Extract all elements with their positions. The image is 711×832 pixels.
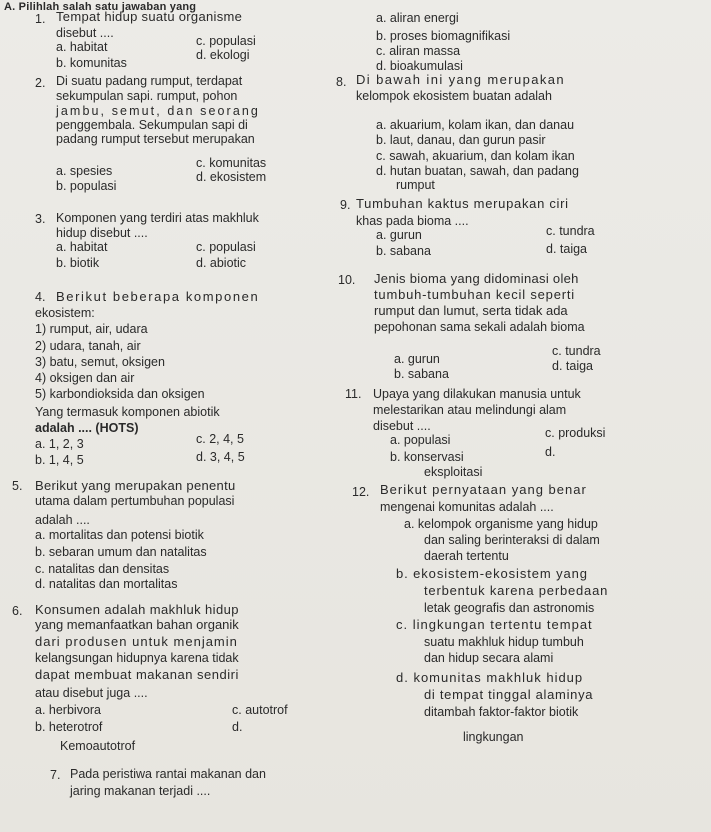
q4-option-c: c. 2, 4, 5: [196, 432, 244, 446]
q6-option-a: a. herbivora: [35, 703, 102, 717]
q7-stem-line-2: jaring makanan terjadi ....: [70, 784, 211, 798]
q11-option-a: a. populasi: [390, 433, 451, 447]
q9-option-d: d. taiga: [546, 242, 588, 256]
q8-option-d: d. hutan buatan, sawah, dan padang: [376, 164, 579, 178]
q5-number: 5.: [12, 479, 23, 493]
q9-stem-line-1: Tumbuhan kaktus merupakan ciri: [356, 196, 569, 211]
q2-option-b: b. populasi: [56, 179, 117, 193]
q12-stem-line-2: mengenai komunitas adalah ....: [380, 500, 554, 514]
q1-number: 1.: [35, 12, 46, 26]
q10-number: 10.: [338, 273, 356, 287]
q6-stem-line-1: Konsumen adalah makhluk hidup: [35, 602, 239, 617]
q11-stem-line-3: disebut ....: [373, 419, 431, 433]
q10-option-a: a. gurun: [394, 352, 440, 366]
q4-option-a: a. 1, 2, 3: [35, 437, 84, 451]
q6-option-b: b. heterotrof: [35, 720, 103, 734]
q2-option-a: a. spesies: [56, 164, 113, 178]
q11-stem-line-1: Upaya yang dilakukan manusia untuk: [373, 387, 581, 401]
q5-stem-line-2: utama dalam pertumbuhan populasi: [35, 494, 235, 508]
q7-stem-line-1: Pada peristiwa rantai makanan dan: [70, 767, 266, 781]
q4-option-d: d. 3, 4, 5: [196, 450, 245, 464]
q3-option-b: b. biotik: [56, 256, 100, 270]
q2-stem-line-2: sekumpulan sapi. rumput, pohon: [56, 89, 238, 103]
q4-stem-line-2: ekosistem:: [35, 306, 95, 320]
q4-stem-line-3: Yang termasuk komponen abiotik: [35, 405, 220, 419]
q3-number: 3.: [35, 212, 46, 226]
prev-option-d: d. bioakumulasi: [376, 59, 463, 73]
q8-option-b: b. laut, danau, dan gurun pasir: [376, 133, 546, 147]
q2-option-d: d. ekosistem: [196, 170, 267, 184]
q5-stem-line-3: adalah ....: [35, 513, 90, 527]
q8-option-a: a. akuarium, kolam ikan, dan danau: [376, 118, 575, 132]
q1-option-c: c. populasi: [196, 34, 256, 48]
q12-stem-line-1: Berikut pernyataan yang benar: [380, 482, 587, 497]
q3-option-c: c. populasi: [196, 240, 256, 254]
q9-option-b: b. sabana: [376, 244, 431, 258]
q9-number: 9.: [340, 198, 351, 212]
q1-option-b: b. komunitas: [56, 56, 127, 70]
q11-number: 11.: [345, 387, 362, 401]
q7-number: 7.: [50, 768, 61, 782]
q5-option-c: c. natalitas dan densitas: [35, 562, 170, 576]
q4-item-1: 1) rumput, air, udara: [35, 322, 148, 336]
q4-item-2: 2) udara, tanah, air: [35, 339, 141, 353]
q1-stem-line-2: disebut ....: [56, 26, 114, 40]
q8-option-c: c. sawah, akuarium, dan kolam ikan: [376, 149, 575, 163]
section-header: A. Pilihlah salah satu jawaban yang: [4, 1, 197, 13]
prev-option-b: b. proses biomagnifikasi: [376, 29, 511, 43]
q8-stem-line-1: Di bawah ini yang merupakan: [356, 72, 566, 87]
q2-stem-line-4: penggembala. Sekumpulan sapi di: [56, 118, 248, 132]
q12-option-d-line-4: lingkungan: [463, 730, 524, 744]
q11-option-b: b. konservasi: [390, 450, 464, 464]
q4-stem-line-4: adalah .... (HOTS): [35, 421, 139, 435]
q6-number: 6.: [12, 604, 23, 618]
q3-stem-line-1: Komponen yang terdiri atas makhluk: [56, 211, 259, 225]
q2-stem-line-3: jambu, semut, dan seorang: [56, 104, 260, 118]
q4-item-5: 5) karbondioksida dan oksigen: [35, 387, 205, 401]
q9-option-c: c. tundra: [546, 224, 595, 238]
q6-stem-line-2: yang memanfaatkan bahan organik: [35, 617, 239, 632]
q9-option-a: a. gurun: [376, 228, 422, 242]
q5-stem-line-1: Berikut yang merupakan penentu: [35, 478, 236, 493]
q5-option-a: a. mortalitas dan potensi biotik: [35, 528, 204, 542]
q10-option-c: c. tundra: [552, 344, 601, 358]
q8-option-d-line-2: rumput: [396, 178, 435, 192]
q12-option-d-line-1: d. komunitas makhluk hidup: [396, 670, 584, 685]
q9-stem-line-2: khas pada bioma ....: [356, 214, 469, 228]
q11-option-d-text: eksploitasi: [424, 465, 483, 479]
q6-stem-line-5: dapat membuat makanan sendiri: [35, 667, 239, 682]
q12-option-a-line-3: daerah tertentu: [424, 549, 509, 563]
q4-number: 4.: [35, 290, 46, 304]
q12-option-d-line-3: ditambah faktor-faktor biotik: [424, 705, 579, 719]
q3-option-a: a. habitat: [56, 240, 108, 254]
q10-stem-line-3: rumput dan lumut, serta tidak ada: [374, 303, 568, 318]
q3-stem-line-2: hidup disebut ....: [56, 226, 148, 240]
q4-stem-line-1: Berikut beberapa komponen: [56, 289, 260, 304]
q2-stem-line-1: Di suatu padang rumput, terdapat: [56, 74, 243, 88]
q6-option-c: c. autotrof: [232, 703, 288, 717]
q1-option-a: a. habitat: [56, 40, 108, 54]
q3-option-d: d. abiotic: [196, 256, 247, 270]
q12-option-d-line-2: di tempat tinggal alaminya: [424, 687, 594, 702]
q12-option-c-line-2: suatu makhluk hidup tumbuh: [424, 635, 584, 649]
q1-option-d: d. ekologi: [196, 48, 250, 62]
q4-item-4: 4) oksigen dan air: [35, 371, 135, 385]
q12-option-a-line-1: a. kelompok organisme yang hidup: [404, 517, 598, 531]
q12-option-a-line-2: dan saling berinteraksi di dalam: [424, 533, 600, 547]
q6-option-d-text: Kemoautotrof: [60, 739, 136, 753]
q12-option-b-line-1: b. ekosistem-ekosistem yang: [396, 566, 588, 581]
q10-stem-line-4: pepohonan sama sekali adalah bioma: [374, 320, 585, 334]
q6-stem-line-6: atau disebut juga ....: [35, 686, 148, 700]
q11-option-c: c. produksi: [545, 426, 606, 440]
q10-option-b: b. sabana: [394, 367, 449, 381]
q8-number: 8.: [336, 75, 347, 89]
q4-option-b: b. 1, 4, 5: [35, 453, 84, 467]
prev-option-a: a. aliran energi: [376, 11, 459, 25]
q12-option-b-line-2: terbentuk karena perbedaan: [424, 583, 609, 598]
q12-option-c-line-1: c. lingkungan tertentu tempat: [396, 617, 593, 632]
q11-stem-line-2: melestarikan atau melindungi alam: [373, 403, 567, 417]
q12-number: 12.: [352, 485, 370, 499]
q10-stem-line-1: Jenis bioma yang didominasi oleh: [374, 271, 579, 286]
q10-option-d: d. taiga: [552, 359, 594, 373]
q10-stem-line-2: tumbuh-tumbuhan kecil seperti: [374, 287, 575, 302]
q8-stem-line-2: kelompok ekosistem buatan adalah: [356, 89, 552, 103]
q6-option-d: d.: [232, 720, 243, 734]
q6-stem-line-4: kelangsungan hidupnya karena tidak: [35, 651, 239, 665]
q12-option-c-line-3: dan hidup secara alami: [424, 651, 554, 665]
q2-option-c: c. komunitas: [196, 156, 267, 170]
q6-stem-line-3: dari produsen untuk menjamin: [35, 634, 238, 649]
q1-stem-line-1: Tempat hidup suatu organisme: [56, 9, 243, 24]
q4-item-3: 3) batu, semut, oksigen: [35, 355, 165, 369]
q5-option-d: d. natalitas dan mortalitas: [35, 577, 178, 591]
q11-option-d: d.: [545, 445, 556, 459]
q2-number: 2.: [35, 76, 46, 90]
q5-option-b: b. sebaran umum dan natalitas: [35, 545, 207, 559]
q12-option-b-line-3: letak geografis dan astronomis: [424, 601, 595, 615]
q2-stem-line-5: padang rumput tersebut merupakan: [56, 132, 255, 146]
prev-option-c: c. aliran massa: [376, 44, 461, 58]
